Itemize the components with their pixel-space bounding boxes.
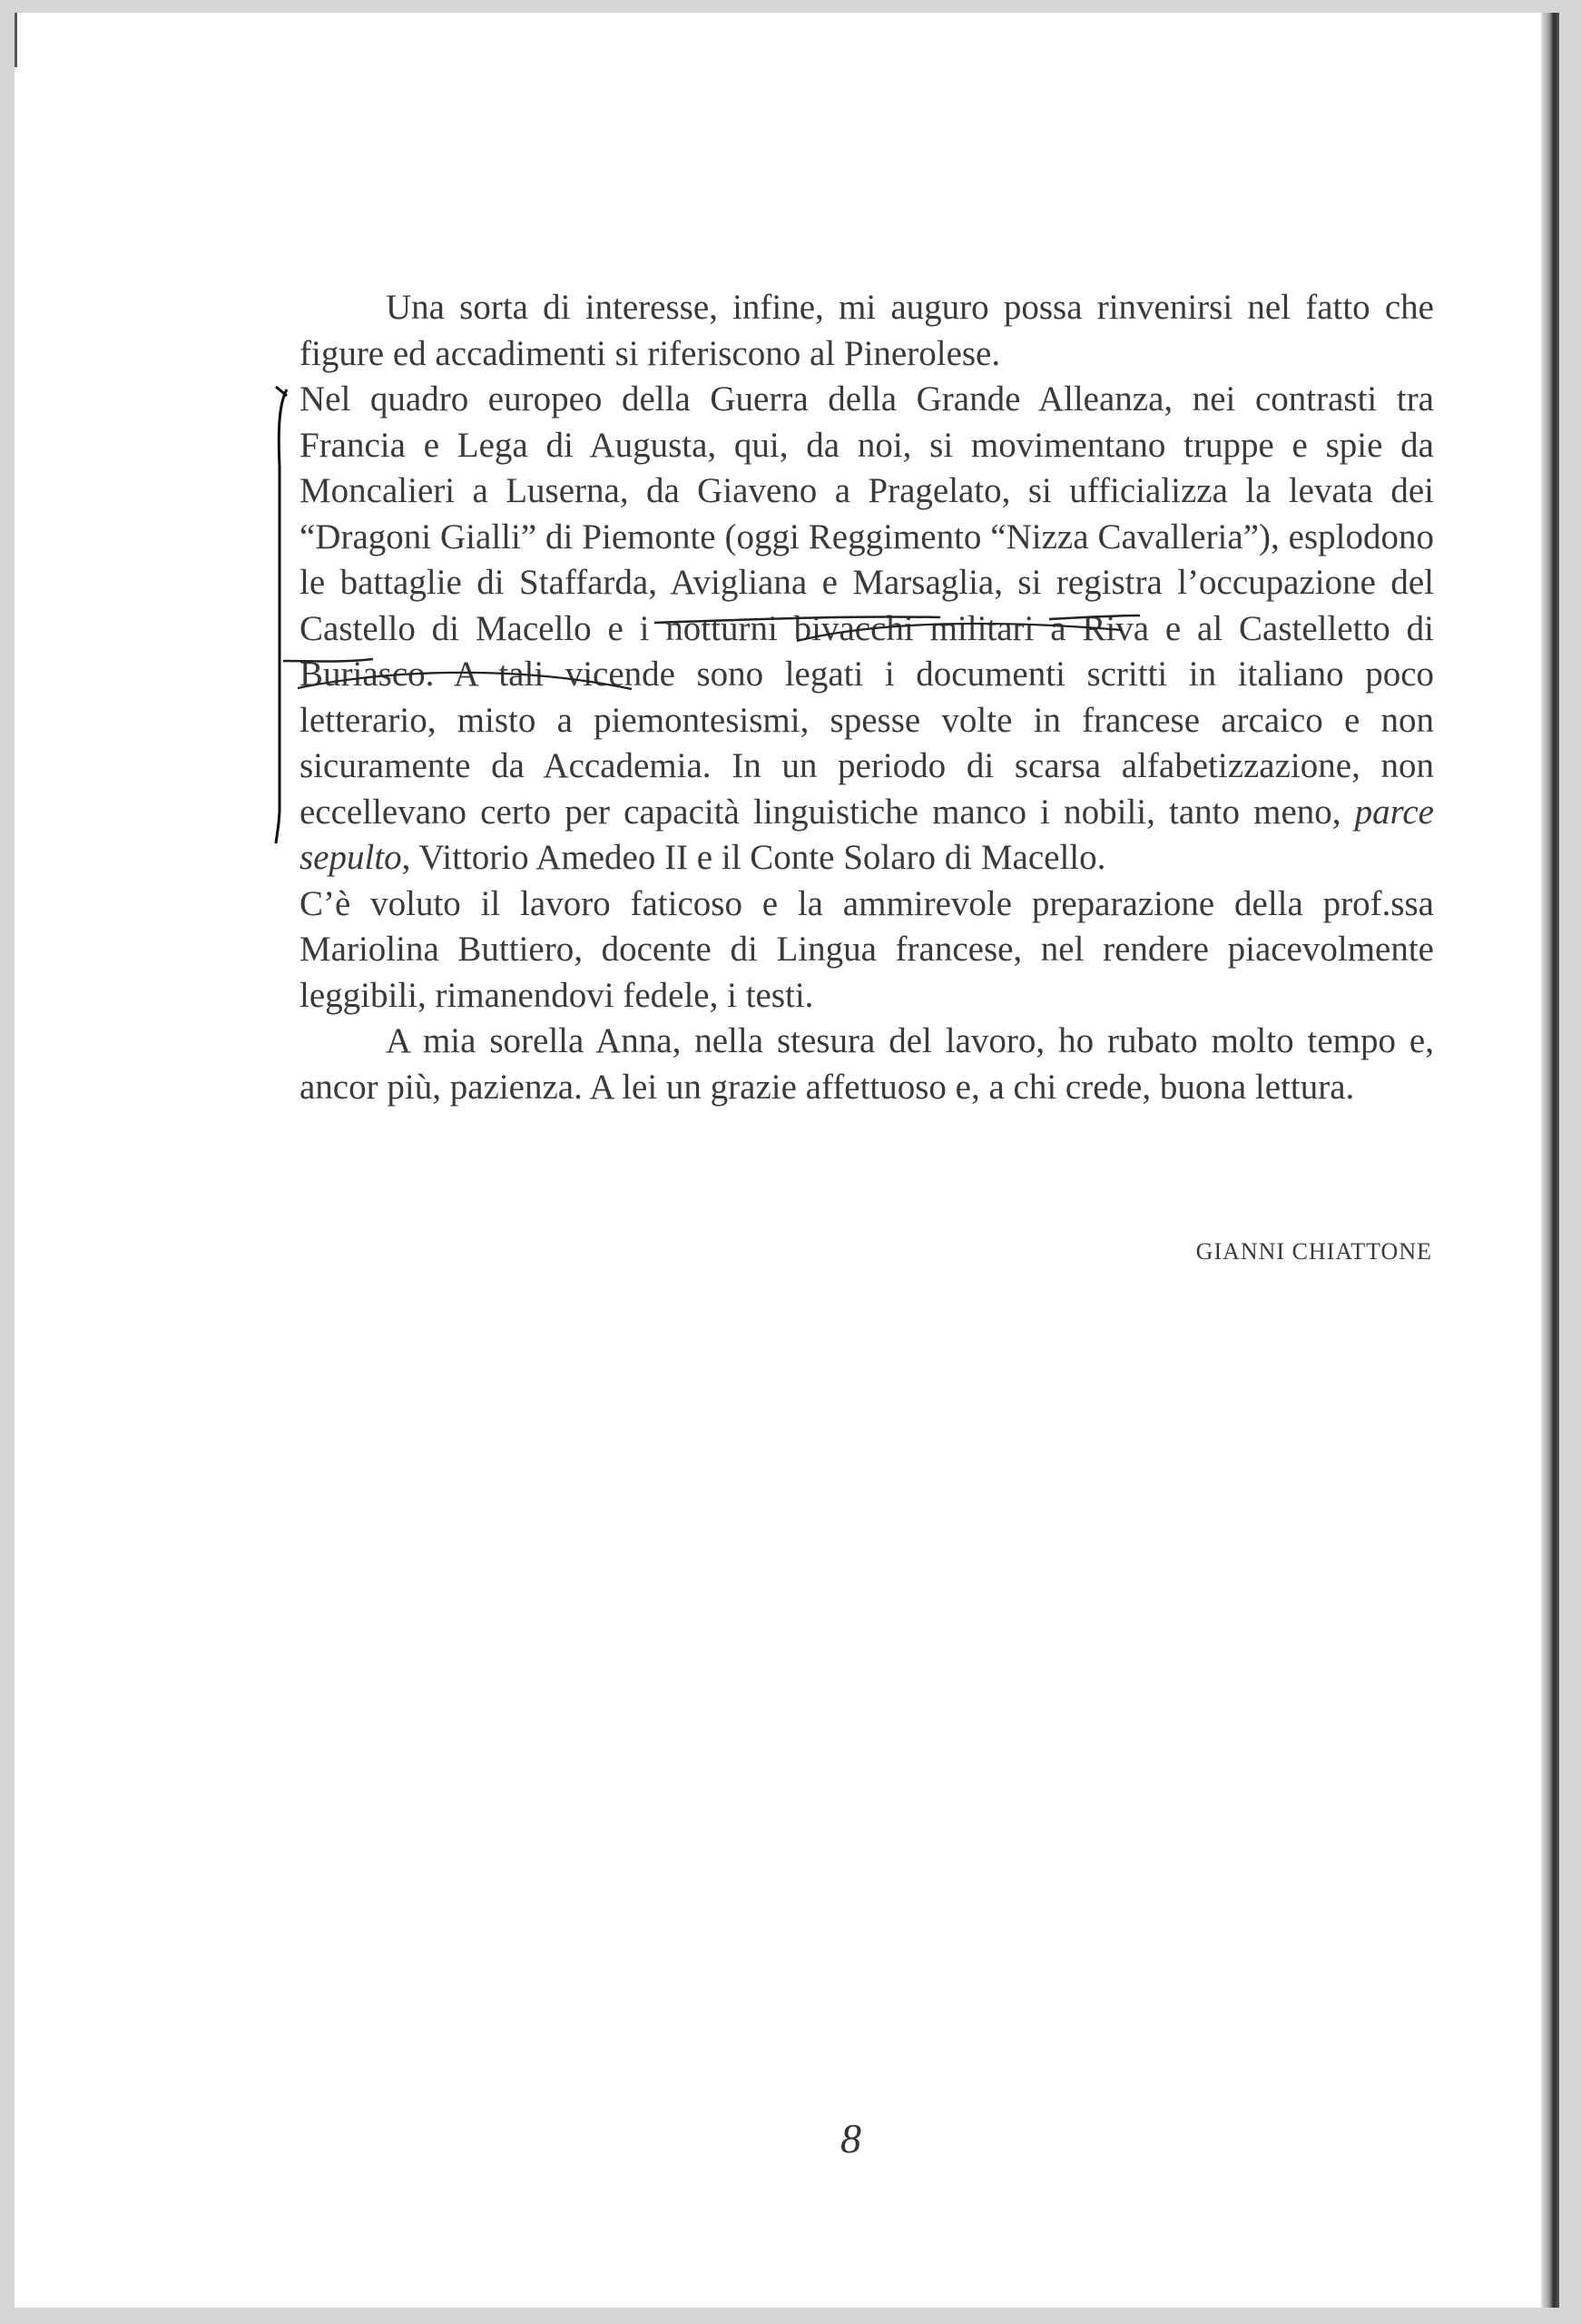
paragraph-acknowledgement-sister: A mia sorella Anna, nella stesura del lavoro, ho rubato molto tempo e, ancor più, pazienza. A lei un grazie affettuoso e, a chi crede, buona lettura. <box>300 1021 1434 1107</box>
paragraph-historical-end: , Vittorio Amedeo II e il Conte Solaro di Macello. <box>401 838 1106 877</box>
paragraph-acknowledgement-translator: C’è voluto il lavoro faticoso e la ammirevole preparazione della prof.ssa Mariolina Buttiero, docente di Lingua francese, nel rendere piacevolmente leggibili, rimanendovi fedele, i testi. <box>300 883 1434 1015</box>
scan-left-edge <box>15 13 17 67</box>
margin-bracket-tick <box>276 387 287 396</box>
margin-bracket-line <box>276 389 287 843</box>
paragraph-historical-text: Nel quadro europeo della Guerra della Grande Alleanza, nei contrasti tra Francia e Lega di Augusta, qui, da noi, si movimentano truppe e spie da Moncalieri a Luserna, da Giaveno a Pragelato, si ufficializza la levata dei “Dragoni Gialli” di Piemonte (oggi Reggimento “Nizza Cavalleria”), esplodono le battaglie di Staffarda, Avigliana e Marsaglia, si registra l’occupazione del Castello di Macello e i notturni bivacchi militari a Riva e al Castelletto di Buriasco. A tali vicende sono legati i documenti scritti in italiano poco letterario, misto a piemontesismi, spesse volte in francese arcaico e non sicuramente da Accademia. In un periodo di scarsa alfabetizzazione, non eccellevano certo per capacità linguistiche manco i nobili, tanto meno, <box>300 379 1434 832</box>
latin-phrase: parce sepulto <box>300 792 1434 877</box>
page-number: 8 <box>840 2115 861 2162</box>
body-text <box>300 285 1434 1110</box>
author-signature: GIANNI CHIATTONE <box>1195 1238 1432 1265</box>
book-page <box>15 13 1559 2308</box>
book-spine-shadow <box>1541 13 1559 2308</box>
paragraph-interest: Una sorta di interesse, infine, mi auguro possa rinvenirsi nel fatto che figure ed accadimenti si riferiscono al Pinerolese. <box>300 288 1434 373</box>
paragraph-historical-context <box>300 377 1434 881</box>
